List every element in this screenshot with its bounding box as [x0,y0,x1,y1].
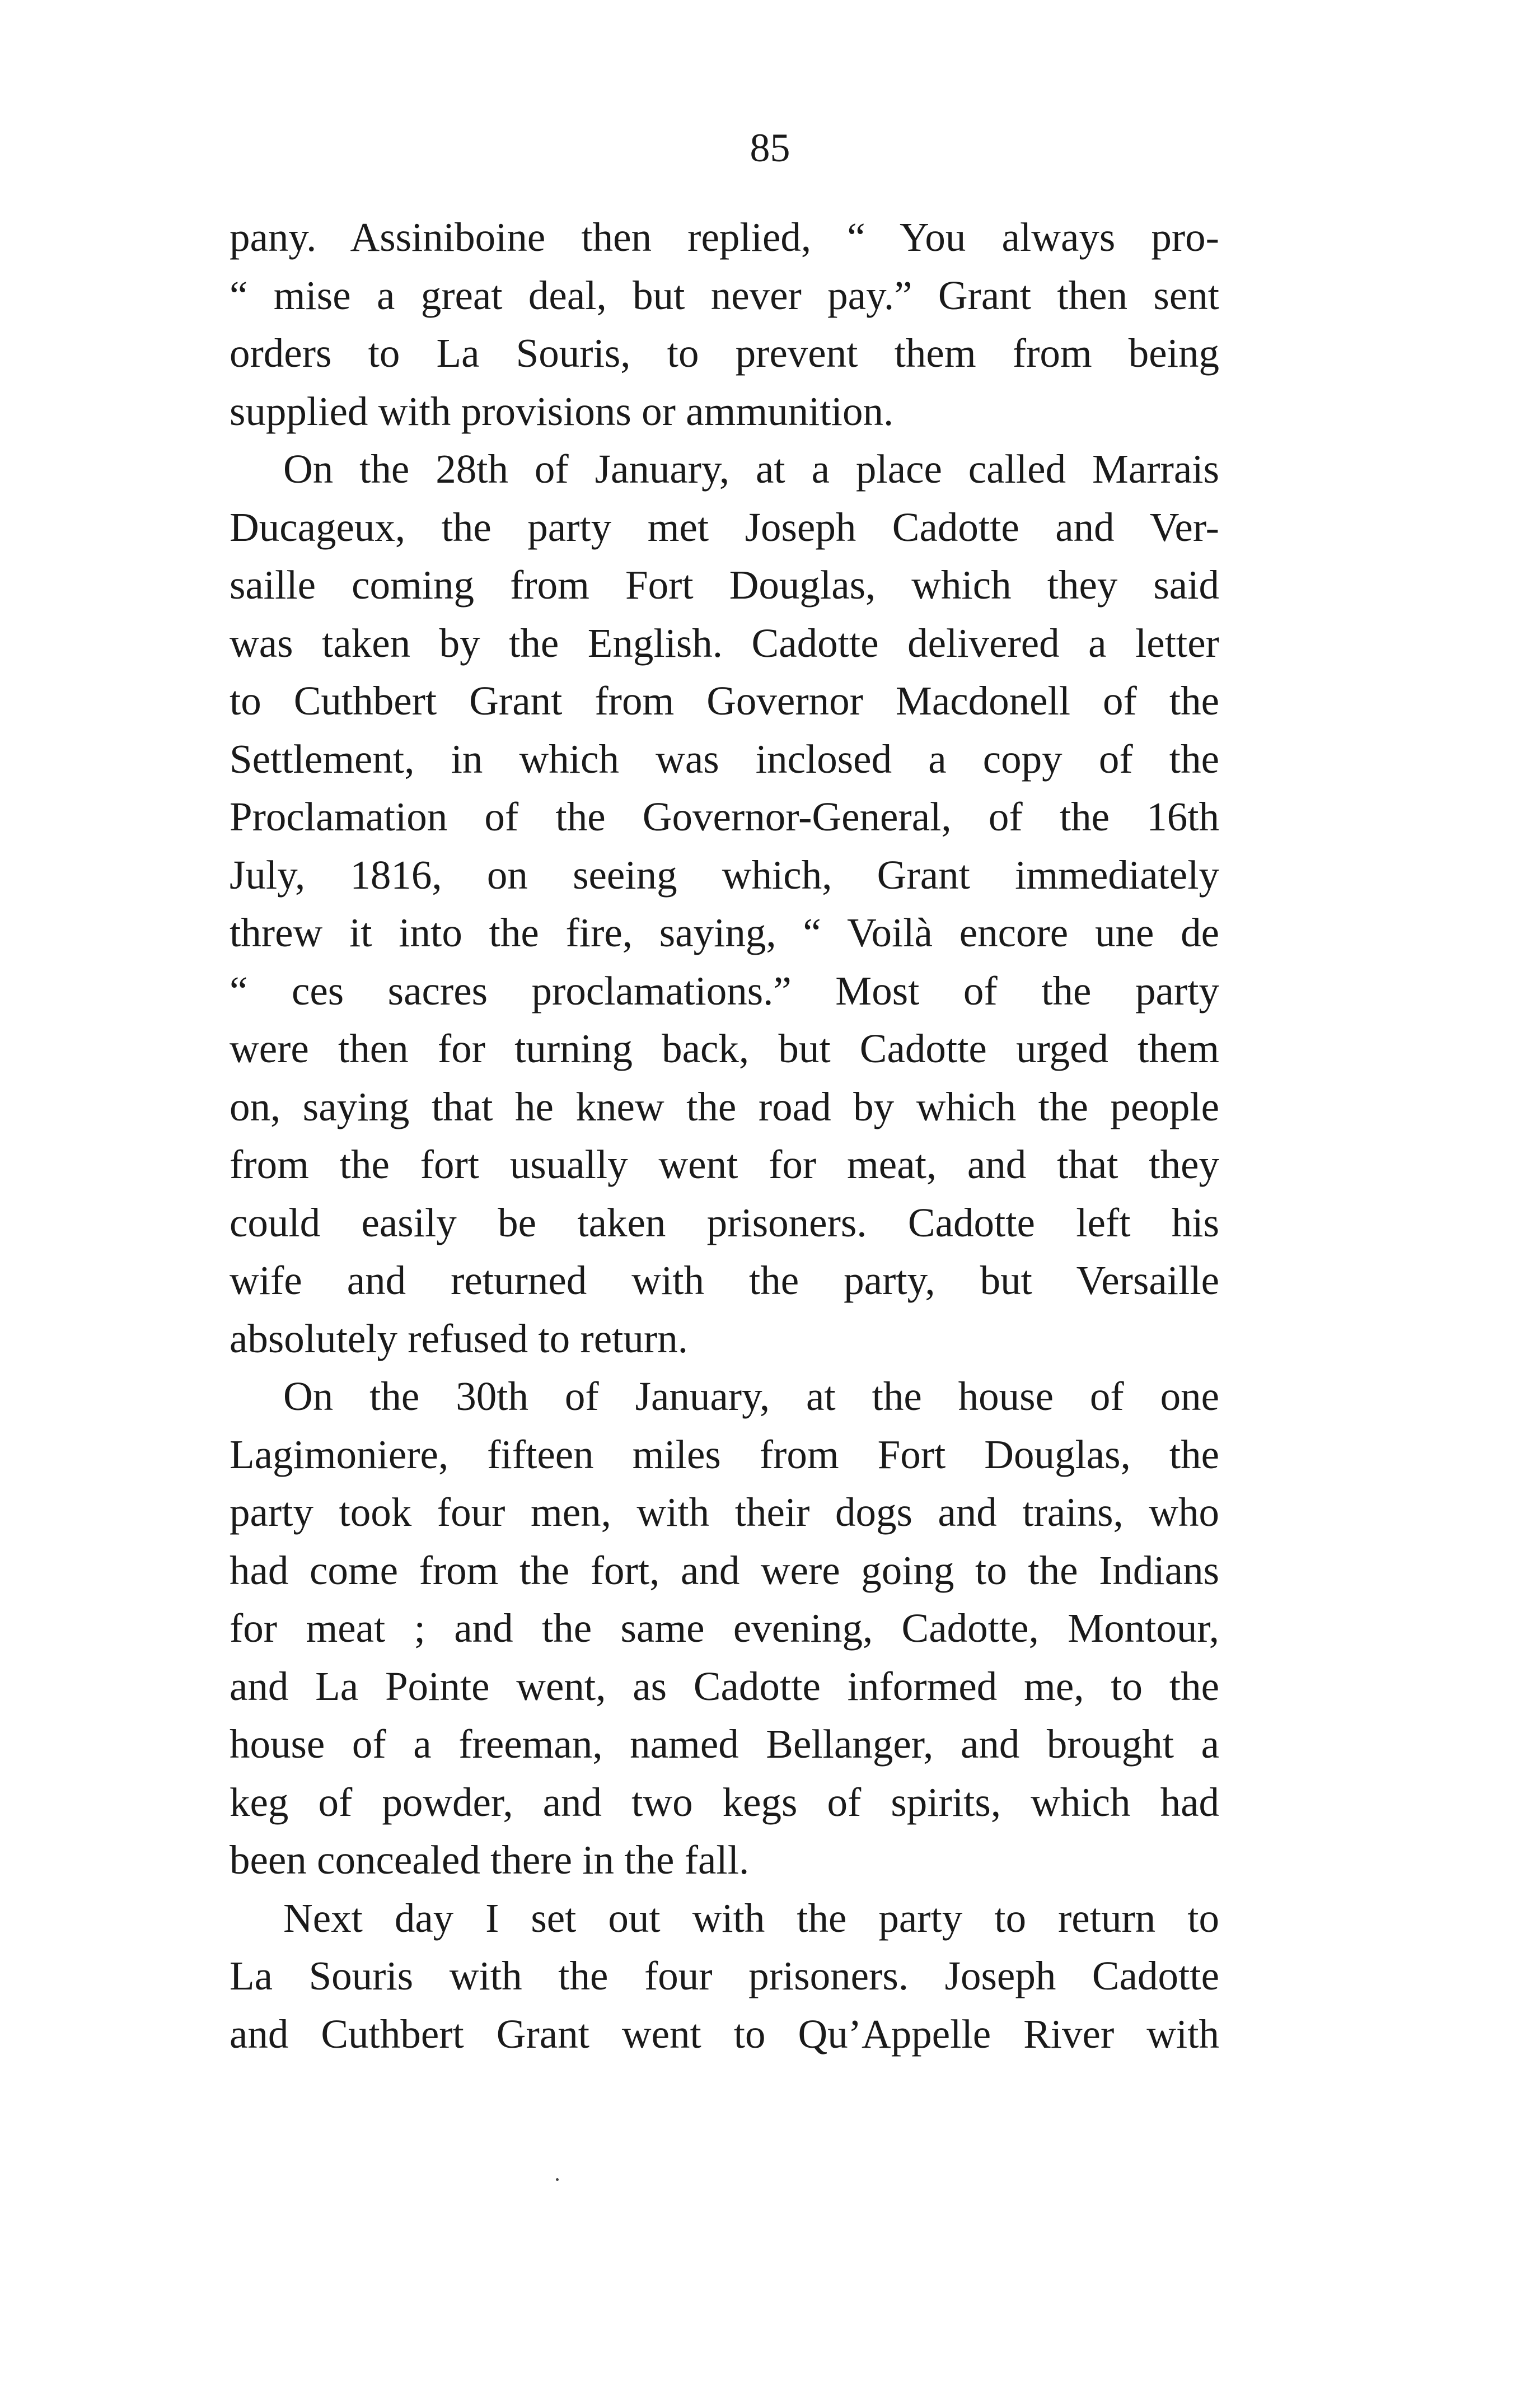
text-line: Lagimoniere, fifteen miles from Fort Douglas, the [230,1431,1219,1477]
ink-speck [556,2178,559,2181]
text-line: saille coming from Fort Douglas, which they said [230,562,1219,608]
text-line: for meat ; and the same evening, Cadotte, Montour, [230,1605,1219,1651]
text-line: had come from the fort, and were going to the Indians [230,1547,1219,1593]
text-line: pany. Assiniboine then replied, “ You always pro- [230,214,1219,260]
text-line: were then for turning back, but Cadotte urged them [230,1026,1219,1071]
text-line: absolutely refused to return. [230,1315,688,1361]
text-line: wife and returned with the party, but Versaille [230,1258,1219,1303]
text-line: supplied with provisions or ammunition. [230,388,894,434]
text-line: threw it into the fire, saying, “ Voilà encore une de [230,910,1219,955]
text-line: “ ces sacres proclamations.” Most of the party [230,968,1219,1013]
text-line: On the 30th of January, at the house of one [283,1374,1219,1419]
text-line: and La Pointe went, as Cadotte informed me, to the [230,1663,1219,1709]
text-line: was taken by the English. Cadotte delivered a letter [230,620,1219,666]
text-line: Ducageux, the party met Joseph Cadotte and Ver- [230,504,1219,550]
text-line: Proclamation of the Governor-General, of the 16th [230,794,1219,839]
text-line: La Souris with the four prisoners. Joseph Cadotte [230,1953,1219,1998]
page-number: 85 [750,125,790,170]
text-line: to Cuthbert Grant from Governor Macdonell of the [230,678,1219,723]
text-line: on, saying that he knew the road by which the people [230,1083,1219,1129]
text-line: “ mise a great deal, but never pay.” Grant then sent [230,272,1219,318]
text-line: July, 1816, on seeing which, Grant immediately [230,852,1219,898]
text-line: Next day I set out with the party to return to [283,1895,1219,1941]
text-line: been concealed there in the fall. [230,1837,750,1883]
text-line: Settlement, in which was inclosed a copy of the [230,736,1219,782]
text-line: On the 28th of January, at a place called Marrais [283,446,1219,492]
body-text [230,208,1219,2063]
text-line: party took four men, with their dogs and trains, who [230,1489,1219,1535]
text-line: orders to La Souris, to prevent them from being [230,330,1219,376]
text-line: could easily be taken prisoners. Cadotte left his [230,1199,1219,1245]
text-line: from the fort usually went for meat, and that they [230,1142,1219,1187]
text-line: keg of powder, and two kegs of spirits, which had [230,1779,1219,1825]
text-line: house of a freeman, named Bellanger, and brought a [230,1721,1219,1767]
text-line: and Cuthbert Grant went to Qu’Appelle River with [230,2011,1219,2057]
